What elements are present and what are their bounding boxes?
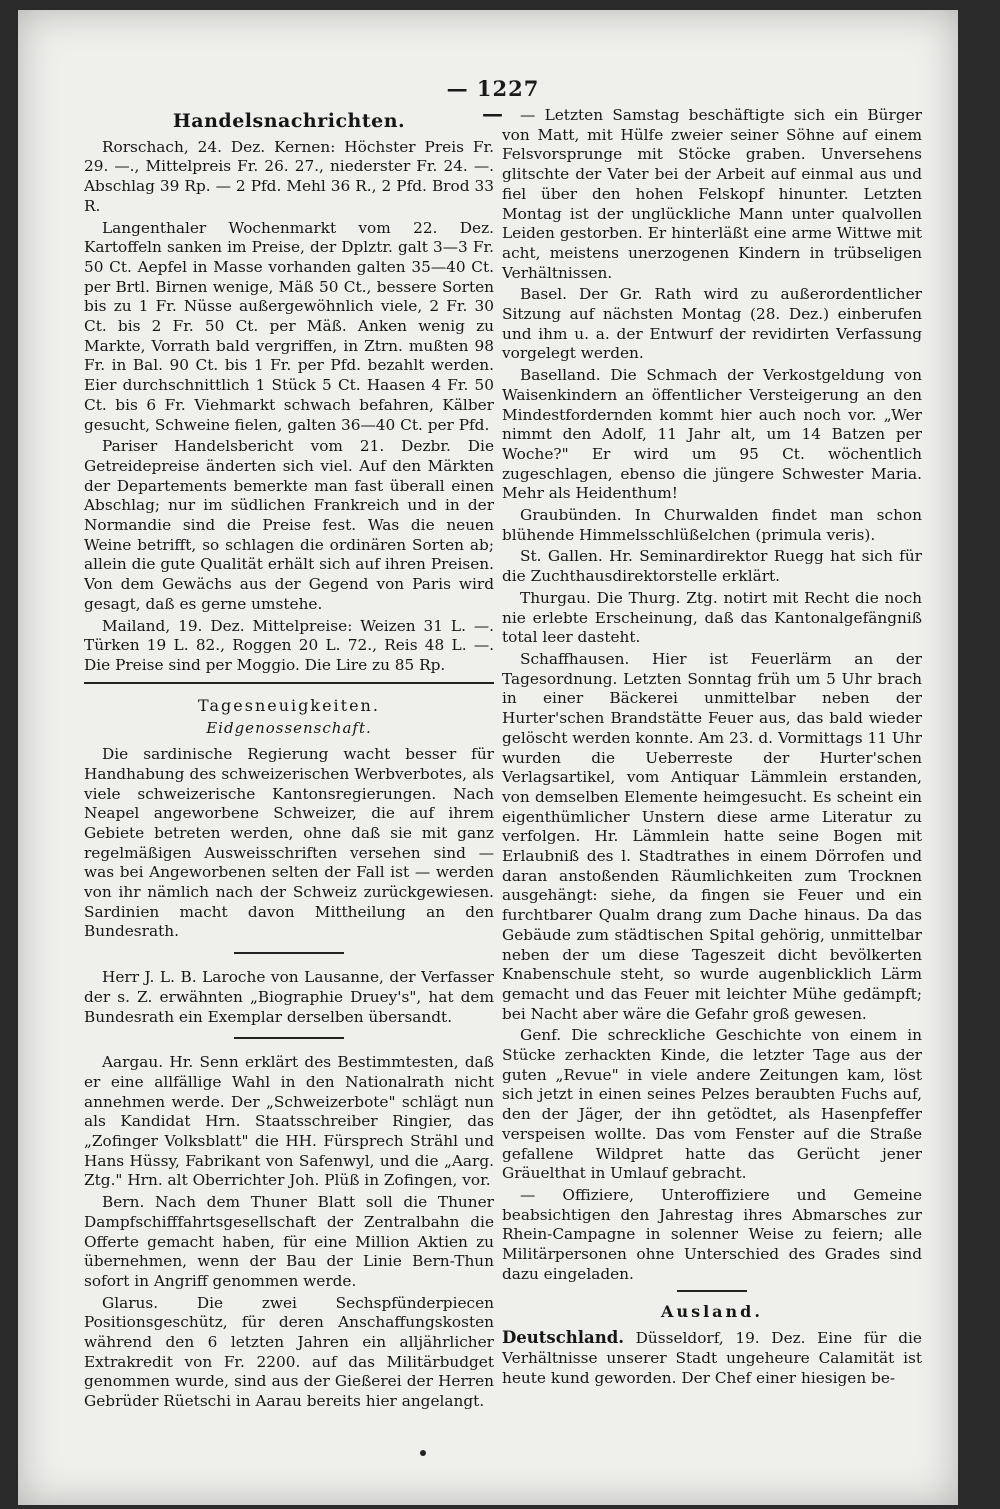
article-baselland: Baselland. Die Schmach der Verkostgeldung von Waisenkindern an öffentlicher Versteigerung an den Mindestfordernden kommt hier auch noch vor. „Wer nimmt den Adolf, 11 Jahr alt, um 14 Batzen per Woche?" Er wird um 95 Ct. wöchentlich zugeschlagen, ebenso die jüngere Schwester Maria. Mehr als Heidenthum! [502, 366, 922, 503]
heading-handelsnachrichten: Handelsnachrichten. [172, 110, 406, 132]
page-number: — 1227 — [446, 76, 540, 126]
article-duesseldorf [502, 1328, 922, 1388]
section-divider [84, 682, 494, 684]
article-basel: Basel. Der Gr. Rath wird zu außerordentlicher Sitzung auf nächsten Montag (28. Dez.) einberufen und ihm u. a. der Entwurf der revidirten Verfassung vorgelegt werden. [502, 285, 922, 363]
article-mailand: Mailand, 19. Dez. Mittelpreise: Weizen 31 L. —. Türken 19 L. 82., Roggen 20 L. 72., Reis 48 L. —. Die Preise sind per Moggio. Die Lire zu 85 Rp. [84, 616, 494, 674]
page-mark [420, 1450, 426, 1456]
heading-ausland: Ausland. [661, 1302, 763, 1322]
article-stgallen: St. Gallen. Hr. Seminardirektor Ruegg hat sich für die Zuchthausdirektorstelle erklärt. [502, 547, 922, 586]
article-graubuenden: Graubünden. In Churwalden findet man schon blühende Himmelsschlüßelchen (primula veris). [502, 506, 922, 544]
article-genf: Genf. Die schreckliche Geschichte von einem in Stücke zerhackten Kinde, die letzter Tage aus der guten „Revue" in viele andere Zeitungen kam, löst sich jetzt in einen seines Pelzes beraubten Fuchs auf, den der Jäger, der ihn getödtet, als Hasenpfeffer verspeisen wollte. Das vom Fenster auf die Straße gefallene Wildpret hatte das Gerücht jener Gräuelthat in Umlauf gebracht. [502, 1026, 922, 1183]
article-paris: Pariser Handelsbericht vom 21. Dezbr. Die Getreidepreise änderten sich viel. Auf den Märkten der Departements bemerkte man fast überall einen Abschlag; nur im südlichen Frankreich und in der Normandie sind die Preise fest. Was die neuen Weine betrifft, so schlagen die ordinären Sorten ab; allein die gute Qualität erhält sich auf ihren Preisen. Von dem Gewächs aus der Gegend von Paris wird gesagt, daß es gerne umstehe. [84, 437, 494, 613]
heading-eidgenossenschaft: Eidgenossenschaft. [206, 719, 372, 738]
article-aargau: Aargau. Hr. Senn erklärt des Bestimmtesten, daß er eine allfällige Wahl in den Nationalrath nicht annehmen werde. Der „Schweizerbote" schlägt nun als Kandidat Hrn. Staatsschreiber Ringier, das „Zofinger Volksblatt" die HH. Fürsprech Strähl und Hans Hüssy, Fabrikant von Safenwyl, und die „Aarg. Ztg." Hrn. alt Oberrichter Joh. Plüß in Zofingen, vor. [84, 1053, 494, 1190]
right-column [502, 106, 922, 1390]
heading-tagesneuigkeiten: Tagesneuigkeiten. [198, 695, 380, 715]
heading-deutschland: Deutschland. [502, 1328, 624, 1348]
ausland-divider [677, 1290, 747, 1292]
article-bern: Bern. Nach dem Thuner Blatt soll die Thuner Dampfschifffahrtsgesellschaft der Zentralbahn die Offerte gemacht haben, für eine Million Aktien zu übernehmen, wenn der Bau der Linie Bern-Thun sofort in Angriff genommen werde. [84, 1193, 494, 1290]
article-schaffhausen: Schaffhausen. Hier ist Feuerlärm an der Tagesordnung. Letzten Sonntag früh um 5 Uhr brach in einer Bäckerei unmittelbar neben der Hurter'schen Brandstätte Feuer aus, das bald wieder gelöscht werden konnte. Am 23. d. Vormittags 11 Uhr wurden die Ueberreste der Hurter'schen Verlagsartikel, vom Antiquar Lämmlein erstanden, von demselben Elemente heimgesucht. Es scheint ein eigenthümlicher Unstern diese arme Literatur zu verfolgen. Hr. Lämmlein hatte seine Bogen mit Erlaubniß des l. Stadtrathes in einem Dörrofen und daran anstoßenden Räumlichkeiten zum Trocknen ausgehängt: siehe, da fingen sie Feuer und ein furchtbarer Qualm drang zum Dache hinaus. Da das Gebäude zum städtischen Spital gehörig, unmittelbar neben der um diese Tageszeit dicht bevölkerten Knabenschule steht, so wurde augenblicklich Lärm gemacht und das Feuer mit leichter Mühe gedämpft; bei Nacht aber wäre die Gefahr groß gewesen. [502, 649, 922, 1023]
article-matt: — Letzten Samstag beschäftigte sich ein Bürger von Matt, mit Hülfe zweier seiner Söhne auf einem Felsvorsprunge mit Stöcke graben. Unversehens glitschte der Vater bei der Arbeit auf einmal aus und fiel über den hohen Felskopf hinunter. Letzten Montag ist der unglückliche Mann unter qualvollen Leiden gestorben. Er hinterläßt eine arme Wittwe mit acht, meistens unerzogenen Kindern in trübseligen Verhältnissen. [502, 106, 922, 282]
article-thurgau: Thurgau. Die Thurg. Ztg. notirt mit Recht die noch nie erlebte Erscheinung, daß das Kantonalgefängniß total leer dasteht. [502, 588, 922, 647]
article-offiziere: — Offiziere, Unteroffiziere und Gemeine beabsichtigen den Jahrestag ihres Abmarsches zur Rhein-Campagne in solenner Weise zu feiern; alle Militärpersonen ohne Unterschied des Grades sind dazu eingeladen. [502, 1185, 922, 1283]
left-column [84, 106, 494, 1414]
article-langenthal: Langenthaler Wochenmarkt vom 22. Dez. Kartoffeln sanken im Preise, der Dplztr. galt 3—3 Fr. 50 Ct. Aepfel in Masse vorhanden galten 35—40 Ct. per Brtl. Birnen wenige, Mäß 50 Ct., bessere Sorten bis zu 1 Fr. Nüsse außergewöhnlich viele, 2 Fr. 30 Ct. bis 2 Fr. 50 Ct. per Mäß. Anken wenig zu Markte, Vorrath bald vergriffen, in Ztrn. mußten 98 Fr. in Bal. 90 Ct. bis 1 Fr. per Pfd. bezahlt werden. Eier durchschnittlich 1 Stück 5 Ct. Haasen 4 Fr. 50 Ct. bis 6 Fr. Viehmarkt schwach befahren, Kälber gesucht, Schweine fielen, galten 36—40 Ct. per Pfd. [84, 218, 494, 434]
article-rorschach: Rorschach, 24. Dez. Kernen: Höchster Preis Fr. 29. —., Mittelpreis Fr. 26. 27., niederster Fr. 24. —. Abschlag 39 Rp. — 2 Pfd. Mehl 36 R., 2 Pfd. Brod 33 R. [84, 137, 494, 215]
article-divider [234, 1037, 344, 1039]
article-duesseldorf-text: Düsseldorf, 19. Dez. Eine für die Verhältnisse unserer Stadt ungeheure Calamität ist heute kund geworden. Der Chef einer hiesigen be- [502, 1329, 922, 1387]
article-glarus: Glarus. Die zwei Sechspfünderpiecen Positionsgeschütz, für deren Anschaffungskosten während den 6 letzten Jahren ein alljährlicher Extrakredit von Fr. 2200. auf das Militärbudget genommen wurde, sind aus der Gießerei der Herren Gebrüder Rüetschi in Aarau bereits hier angelangt. [84, 1293, 494, 1411]
article-sardinien: Die sardinische Regierung wacht besser für Handhabung des schweizerischen Werbverbotes, als viele schweizerische Kantonsregierungen. Nach Neapel angeworbene Schweizer, die auf ihrem Gebiete betreten werden, ohne daß sie mit ganz regelmäßigen Ausweisschriften versehen sind — was bei Angeworbenen selten der Fall ist — werden von ihr nämlich nach der Schweiz zurückgewiesen. Sardinien macht davon Mittheilung an den Bundesrath. [84, 745, 494, 941]
article-laroche: Herr J. L. B. Laroche von Lausanne, der Verfasser der s. Z. erwähnten „Biographie Druey's", hat dem Bundesrath ein Exemplar derselben übersandt. [84, 968, 494, 1026]
article-divider [234, 952, 344, 954]
newspaper-page [18, 10, 958, 1505]
